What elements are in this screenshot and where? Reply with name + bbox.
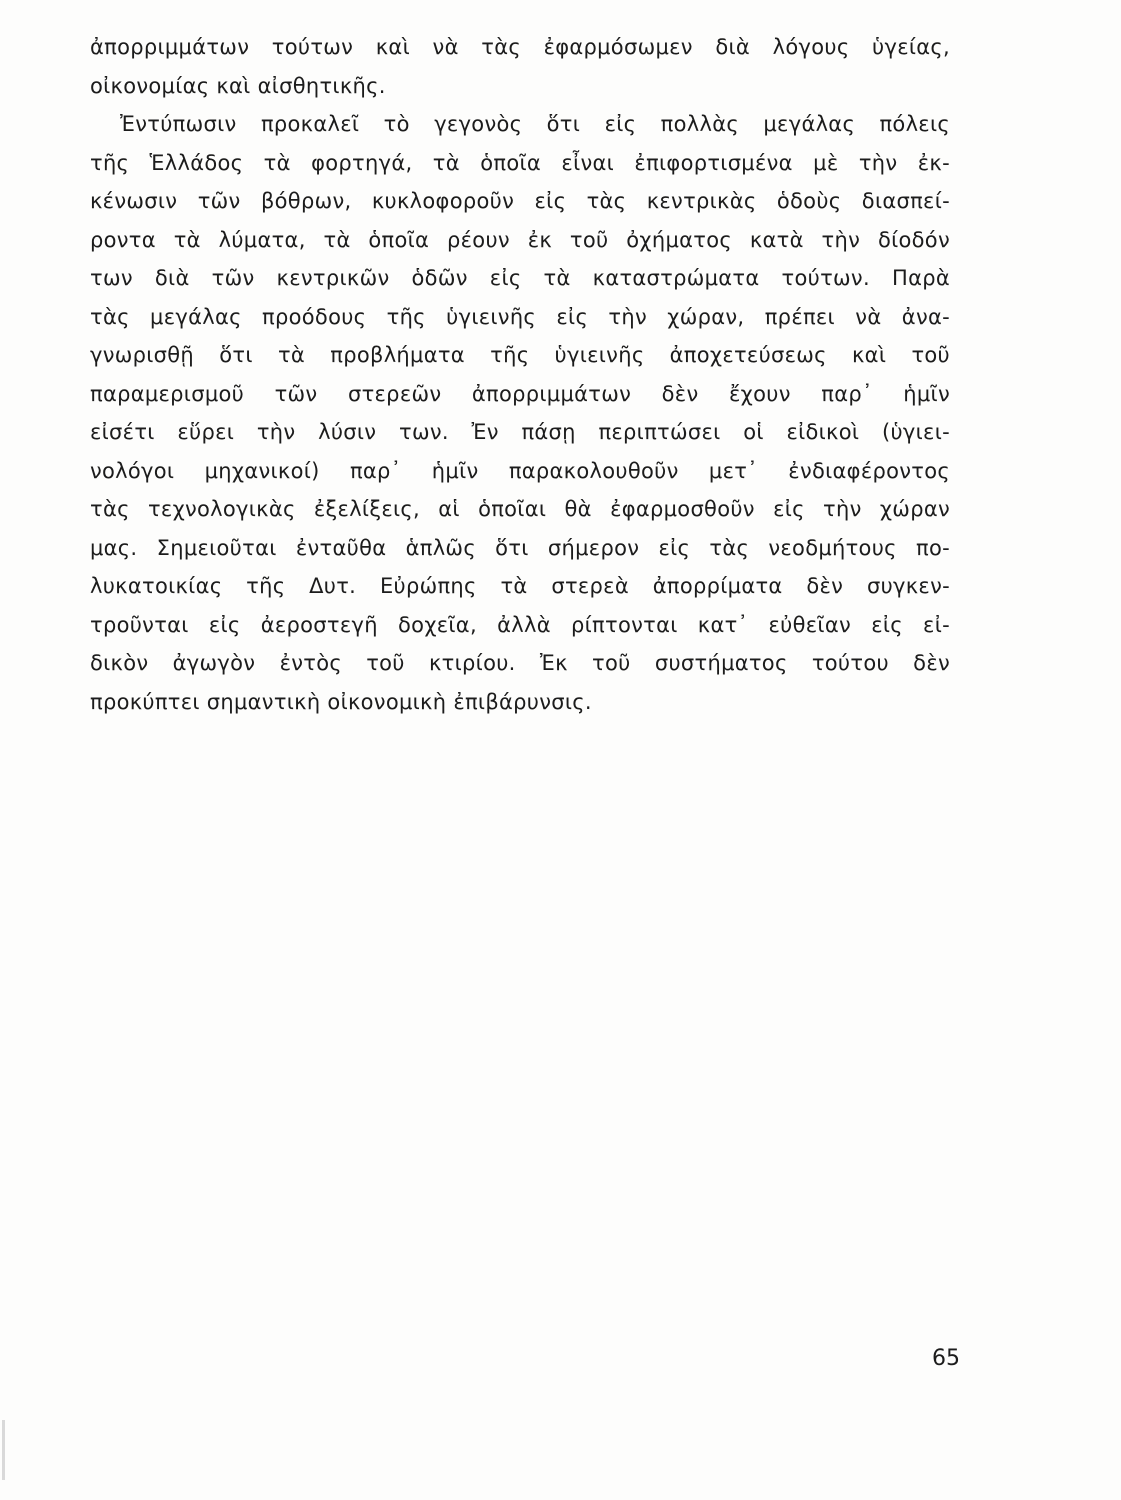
text-line: γνωρισθῇ ὅτι τὰ προβλήματα τῆς ὑγιεινῆς ἀποχετεύσεως καὶ τοῦ bbox=[90, 343, 950, 367]
text-line: ροντα τὰ λύματα, τὰ ὁποῖα ρέουν ἐκ τοῦ ὀχήματος κατὰ τὴν δίοδόν bbox=[90, 227, 950, 252]
paragraph-1 bbox=[90, 28, 950, 105]
text-line: των διὰ τῶν κεντρικῶν ὁδῶν εἰς τὰ καταστρώματα τούτων. Παρὰ bbox=[90, 266, 950, 290]
page-number: 65 bbox=[932, 1346, 960, 1371]
text-line: τῆς Ἑλλάδος τὰ φορτηγά, τὰ ὁποῖα εἶναι ἐπιφορτισμένα μὲ τὴν ἐκ- bbox=[90, 150, 950, 175]
text-line: εἰσέτι εὕρει τὴν λύσιν των. Ἐν πάσῃ περιπτώσει οἱ εἰδικοὶ (ὑγιει- bbox=[90, 420, 950, 444]
text-line: νολόγοι μηχανικοί) παρ᾽ ἡμῖν παρακολουθοῦν μετ᾽ ἐνδιαφέροντος bbox=[90, 458, 950, 483]
text-line: τροῦνται εἰς ἀεροστεγῆ δοχεῖα, ἀλλὰ ρίπτονται κατ᾽ εὐθεῖαν εἰς εἰ- bbox=[90, 612, 950, 637]
text-line: δικὸν ἀγωγὸν ἐντὸς τοῦ κτιρίου. Ἐκ τοῦ συστήματος τούτου δὲν bbox=[90, 651, 950, 675]
text-line: παραμερισμοῦ τῶν στερεῶν ἀπορριμμάτων δὲν ἔχουν παρ᾽ ἡμῖν bbox=[90, 381, 950, 406]
text-line: μας. Σημειοῦται ἐνταῦθα ἁπλῶς ὅτι σήμερον εἰς τὰς νεοδμήτους πο- bbox=[90, 535, 950, 560]
text-line: ἀπορριμμάτων τούτων καὶ νὰ τὰς ἐφαρμόσωμεν διὰ λόγους ὑγείας, bbox=[90, 35, 950, 59]
scan-edge-mark bbox=[2, 1420, 5, 1480]
text-line: προκύπτει σημαντικὴ οἰκονομικὴ ἐπιβάρυνσις. bbox=[90, 689, 592, 714]
text-line: τὰς τεχνολογικὰς ἐξελίξεις, αἱ ὁποῖαι θὰ ἐφαρμοσθοῦν εἰς τὴν χώραν bbox=[90, 497, 950, 521]
body-text bbox=[90, 28, 950, 721]
text-line: κένωσιν τῶν βόθρων, κυκλοφοροῦν εἰς τὰς κεντρικὰς ὁδοὺς διασπεί- bbox=[90, 189, 950, 213]
text-line: οἰκονομίας καὶ αἰσθητικῆς. bbox=[90, 73, 386, 98]
text-line: λυκατοικίας τῆς Δυτ. Εὐρώπης τὰ στερεὰ ἀπορρίματα δὲν συγκεν- bbox=[90, 574, 950, 598]
paragraph-2 bbox=[90, 105, 950, 721]
text-line: τὰς μεγάλας προόδους τῆς ὑγιεινῆς εἰς τὴν χώραν, πρέπει νὰ ἀνα- bbox=[90, 304, 950, 329]
text-line: Ἐντύπωσιν προκαλεῖ τὸ γεγονὸς ὅτι εἰς πολλὰς μεγάλας πόλεις bbox=[120, 112, 950, 136]
